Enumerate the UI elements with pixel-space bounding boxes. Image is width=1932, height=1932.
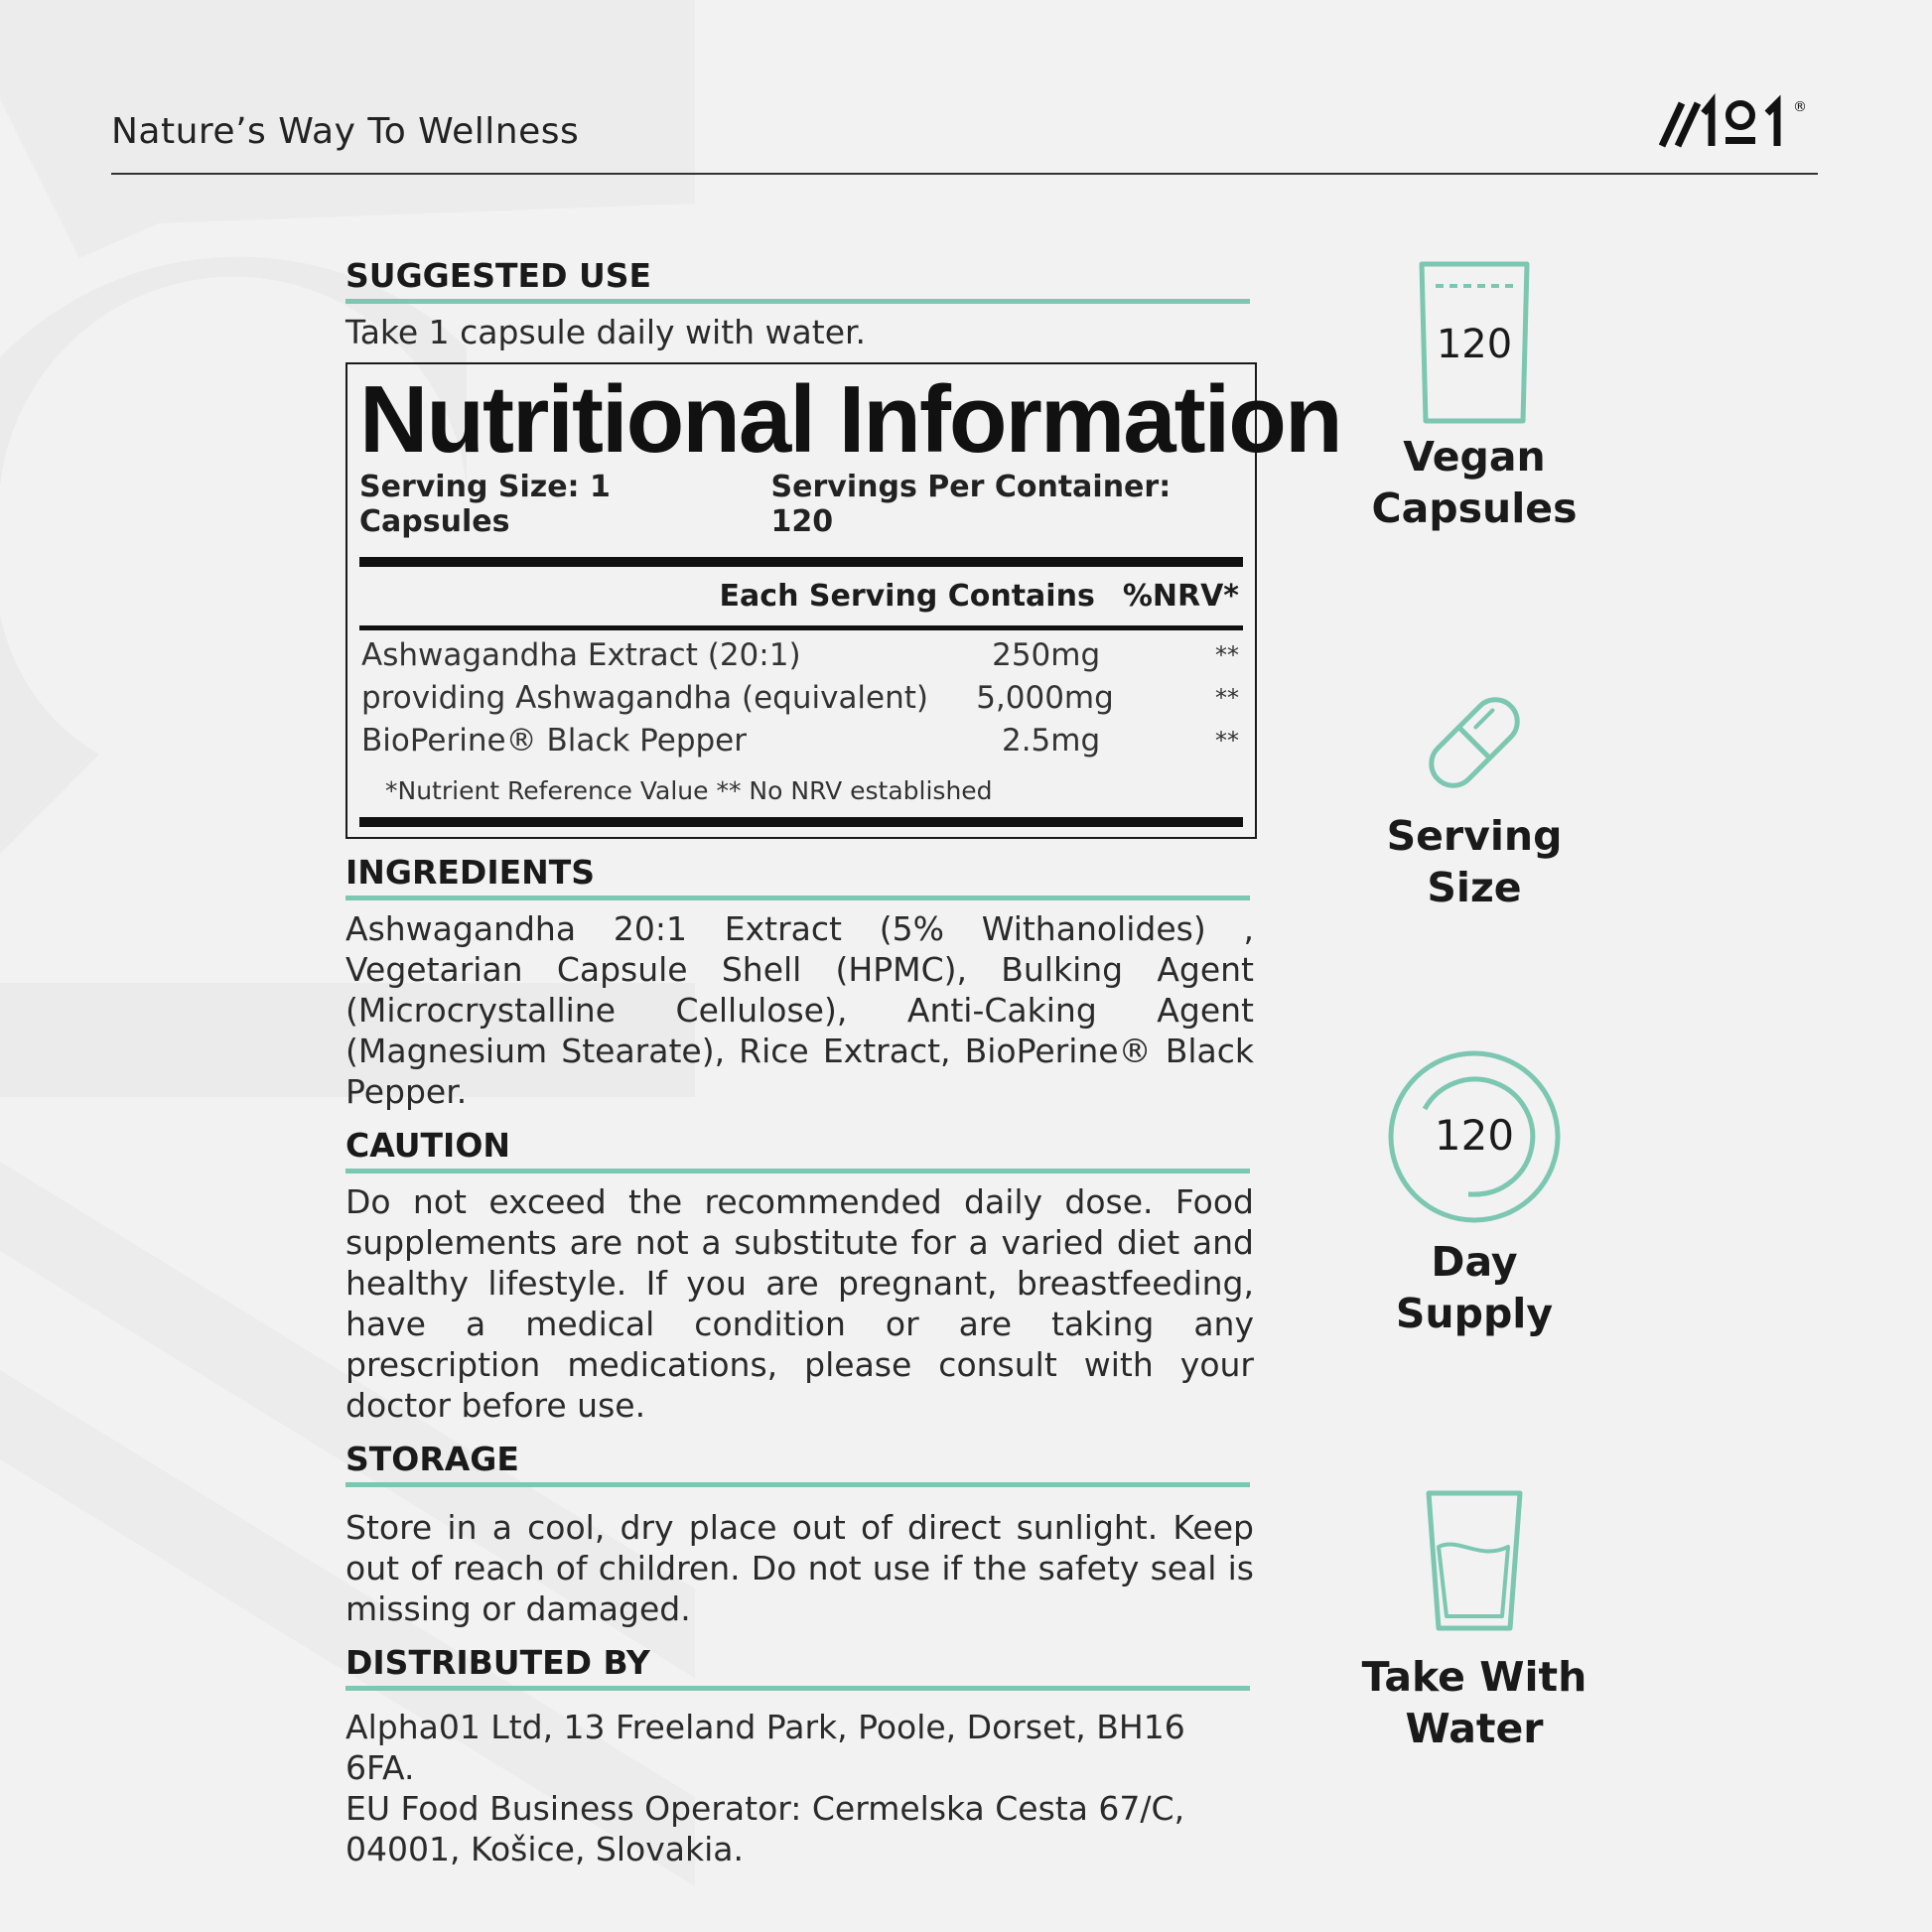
feature-label-line: Serving bbox=[1386, 812, 1563, 860]
distributed-heading: DISTRIBUTED BY bbox=[345, 1643, 1250, 1691]
col-nrv: %NRV* bbox=[1122, 579, 1239, 614]
ingredients-heading: INGREDIENTS bbox=[345, 853, 1250, 900]
feature-label-line: Day bbox=[1431, 1238, 1518, 1286]
feature-day-supply bbox=[1350, 1047, 1598, 1339]
nutrient-name: providing Ashwagandha (equivalent) bbox=[361, 680, 929, 716]
feature-serving-size bbox=[1350, 683, 1598, 913]
feature-label bbox=[1350, 810, 1598, 913]
nutrient-nrv: ** bbox=[1215, 684, 1239, 712]
feature-label bbox=[1350, 1236, 1598, 1339]
nutrient-amount: 2.5mg bbox=[1001, 723, 1101, 759]
distributed-text bbox=[345, 1707, 1254, 1869]
a01-logo-icon bbox=[1656, 91, 1815, 161]
ingredients-text: Ashwagandha 20:1 Extract (5% Withanolides) , Vegetarian Capsule Shell (HPMC), Bulking Agent (Microcrystalline Cellulose), Anti-Caking Agent (Magnesium Stearate), Rice Extract, BioPerine® Black Pepper. bbox=[345, 909, 1254, 1111]
feature-label-line: Capsules bbox=[1371, 484, 1578, 532]
capsule-count: 120 bbox=[1436, 322, 1513, 367]
nutrient-amount: 5,000mg bbox=[976, 680, 1114, 716]
nutrition-divider-bottom bbox=[359, 817, 1243, 827]
suggested-use-heading: SUGGESTED USE bbox=[345, 256, 1250, 304]
table-row bbox=[359, 634, 1243, 677]
col-each-serving: Each Serving Contains bbox=[719, 579, 1095, 614]
suggested-use-text: Take 1 capsule daily with water. bbox=[345, 313, 867, 351]
nutrition-divider-top bbox=[359, 557, 1243, 567]
nutrition-footnote: *Nutrient Reference Value ** No NRV established bbox=[385, 776, 993, 805]
clock-circle-icon bbox=[1385, 1047, 1564, 1226]
caution-text: Do not exceed the recommended daily dose. Food supplements are not a substitute for a varied diet and healthy lifestyle. If you are pregnant, breastfeeding, have a medical condition or are taking any prescription medications, please consult with your doctor before use. bbox=[345, 1182, 1254, 1425]
table-row bbox=[359, 720, 1243, 762]
capsule-icon bbox=[1415, 683, 1534, 802]
feature-label-line: Water bbox=[1405, 1705, 1544, 1752]
feature-take-with-water bbox=[1350, 1489, 1598, 1754]
header-divider bbox=[111, 173, 1818, 175]
caution-heading: CAUTION bbox=[345, 1126, 1250, 1173]
serving-size: Serving Size: 1 Capsules bbox=[359, 470, 611, 539]
nutrient-nrv: ** bbox=[1215, 641, 1239, 669]
storage-heading: STORAGE bbox=[345, 1440, 1250, 1487]
table-row bbox=[359, 677, 1243, 720]
nutrient-name: BioPerine® Black Pepper bbox=[361, 723, 747, 759]
water-glass-icon bbox=[1425, 1489, 1524, 1633]
nutrient-amount: 250mg bbox=[992, 637, 1101, 673]
servings-per-container: Servings Per Container: 120 bbox=[770, 470, 1172, 539]
serving-info bbox=[359, 470, 1243, 539]
storage-text: Store in a cool, dry place out of direct sunlight. Keep out of reach of children. Do not use if the safety seal is missing or damaged. bbox=[345, 1508, 1254, 1628]
nutrition-panel bbox=[345, 362, 1341, 839]
feature-label-line: Size bbox=[1427, 864, 1522, 911]
feature-label-line: Take With bbox=[1361, 1653, 1587, 1701]
nutrition-title: Nutritional Information bbox=[359, 366, 1341, 473]
feature-label-line: Vegan bbox=[1403, 433, 1546, 481]
tagline: Nature’s Way To Wellness bbox=[111, 111, 580, 152]
pouch-icon bbox=[1410, 258, 1539, 427]
registered-mark: ® bbox=[1793, 99, 1807, 115]
feature-label bbox=[1350, 431, 1598, 534]
address-line: 04001, Košice, Slovakia. bbox=[345, 1830, 744, 1868]
nutrition-table-header bbox=[359, 567, 1243, 625]
feature-vegan-capsules bbox=[1350, 258, 1598, 534]
nutrient-name: Ashwagandha Extract (20:1) bbox=[361, 637, 801, 673]
nutrient-nrv: ** bbox=[1215, 727, 1239, 755]
address-line: EU Food Business Operator: Cermelska Cesta 67/C, bbox=[345, 1789, 1185, 1828]
label-content bbox=[345, 256, 1341, 1869]
feature-label bbox=[1350, 1651, 1598, 1754]
day-count: 120 bbox=[1434, 1111, 1515, 1160]
feature-label-line: Supply bbox=[1395, 1290, 1554, 1337]
address-line: Alpha01 Ltd, 13 Freeland Park, Poole, Dorset, BH16 6FA. bbox=[345, 1708, 1185, 1787]
